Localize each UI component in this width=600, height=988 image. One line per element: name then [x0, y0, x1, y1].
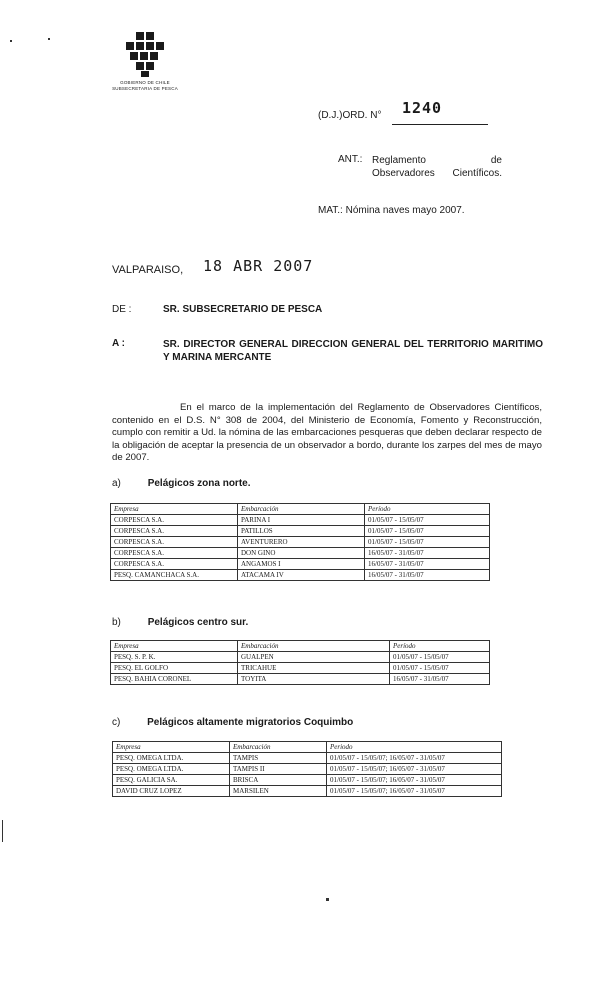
cell-embarcacion: DON GINO [238, 548, 365, 559]
cell-periodo: 01/05/07 - 15/05/07 [365, 515, 490, 526]
scan-speck [2, 820, 3, 842]
header-cell: Periodo [327, 742, 502, 753]
section-c-title: Pelágicos altamente migratorios Coquimbo [147, 717, 354, 728]
cell-empresa: PESQ. OMEGA LTDA. [113, 764, 230, 775]
cell-periodo: 16/05/07 - 31/05/07 [365, 559, 490, 570]
cell-empresa: CORPESCA S.A. [111, 548, 238, 559]
table-row [113, 786, 502, 797]
table-row [111, 652, 490, 663]
de-text: SR. SUBSECRETARIO DE PESCA [163, 304, 323, 315]
cell-empresa: CORPESCA S.A. [111, 526, 238, 537]
cell-embarcacion: PATILLOS [238, 526, 365, 537]
a-label: A : [112, 338, 125, 349]
section-c-table [112, 741, 502, 797]
table-row [111, 548, 490, 559]
cell-empresa: DAVID CRUZ LOPEZ [113, 786, 230, 797]
table-row [111, 674, 490, 685]
header-cell: Período [365, 504, 490, 515]
cell-empresa: PESQ. CAMANCHACA S.A. [111, 570, 238, 581]
table-row [111, 559, 490, 570]
ord-number: 1240 [401, 99, 443, 117]
cell-embarcacion: GUALPEN [238, 652, 390, 663]
cell-embarcacion: TAMPIS [230, 753, 327, 764]
table-row [113, 753, 502, 764]
cell-empresa: PESQ. GALICIA SA. [113, 775, 230, 786]
header-cell: Embarcación [230, 742, 327, 753]
body-paragraph: En el marco de la implementación del Reglamento de Observadores Científicos, contenido en el D.S. N° 308 de 2004, del Ministerio de Economía, Fomento y Reconstrucción, cumplo con remitir a Ud. la nómina de las embarcaciones pesqueras que deben declarar respecto de la obligación de aceptar la presencia de un observador a bordo, durante los zarpes del mes de mayo de 2007. [112, 402, 542, 463]
mat-text: Nómina naves mayo 2007. [345, 205, 465, 216]
ant-label: ANT.: [338, 154, 363, 165]
section-a-title: Pelágicos zona norte. [147, 478, 251, 489]
cell-embarcacion: MARSILEN [230, 786, 327, 797]
logo-caption-line-1: GOBIERNO DE CHILE [120, 80, 170, 85]
table-row [111, 663, 490, 674]
scan-speck [10, 40, 12, 42]
table-header-row [111, 641, 490, 652]
table-row [113, 775, 502, 786]
cell-embarcacion: BRISCA [230, 775, 327, 786]
header-cell: Período [390, 641, 490, 652]
table-row [111, 570, 490, 581]
cell-periodo: 16/05/07 - 31/05/07 [365, 570, 490, 581]
table-row [111, 537, 490, 548]
header-cell: Embarcación [238, 641, 390, 652]
section-b-table [110, 640, 490, 685]
table-header-row [113, 742, 502, 753]
header-cell: Empresa [113, 742, 230, 753]
cell-periodo: 01/05/07 - 15/05/07 [390, 663, 490, 674]
de-label: DE : [112, 304, 132, 315]
cell-periodo: 01/05/07 - 15/05/07 [365, 537, 490, 548]
scan-speck [326, 898, 329, 901]
section-a-table [110, 503, 490, 581]
section-b-heading [112, 617, 248, 628]
logo-caption [100, 80, 190, 92]
cell-empresa: PESQ. OMEGA LTDA. [113, 753, 230, 764]
cell-periodo: 01/05/07 - 15/05/07; 16/05/07 - 31/05/07 [327, 764, 502, 775]
header-cell: Empresa [111, 504, 238, 515]
cell-periodo: 01/05/07 - 15/05/07 [390, 652, 490, 663]
table-row [111, 515, 490, 526]
mat-line [318, 205, 465, 216]
section-c-letter: c) [112, 717, 121, 728]
header-cell: Empresa [111, 641, 238, 652]
a-text: SR. DIRECTOR GENERAL DIRECCION GENERAL DEL TERRITORIO MARITIMO Y MARINA MERCANTE [163, 339, 543, 363]
section-a-heading [112, 478, 251, 489]
ord-label: (D.J.)ORD. N° [318, 110, 382, 121]
cell-empresa: PESQ. BAHIA CORONEL [111, 674, 238, 685]
cell-embarcacion: ANGAMOS I [238, 559, 365, 570]
cell-embarcacion: TOYITA [238, 674, 390, 685]
date-stamp: 18 ABR 2007 [203, 257, 314, 275]
cell-embarcacion: ATACAMA IV [238, 570, 365, 581]
cell-empresa: CORPESCA S.A. [111, 515, 238, 526]
header-cell: Embarcación [238, 504, 365, 515]
government-logo [118, 30, 172, 78]
cell-periodo: 01/05/07 - 15/05/07; 16/05/07 - 31/05/07 [327, 786, 502, 797]
section-b-letter: b) [112, 617, 121, 628]
cell-embarcacion: AVENTURERO [238, 537, 365, 548]
ant-text: Reglamento de Observadores Científicos. [372, 155, 502, 179]
cell-empresa: PESQ. EL GOLFO [111, 663, 238, 674]
cell-periodo: 01/05/07 - 15/05/07 [365, 526, 490, 537]
mat-label: MAT.: [318, 205, 343, 216]
section-c-heading [112, 717, 353, 728]
scan-speck [48, 38, 50, 40]
cell-empresa: PESQ. S. P. K. [111, 652, 238, 663]
cell-empresa: CORPESCA S.A. [111, 559, 238, 570]
ord-underline [392, 124, 488, 125]
logo-caption-line-2: SUBSECRETARIA DE PESCA [112, 86, 178, 91]
cell-periodo: 16/05/07 - 31/05/07 [365, 548, 490, 559]
cell-embarcacion: TRICAHUE [238, 663, 390, 674]
cell-periodo: 01/05/07 - 15/05/07; 16/05/07 - 31/05/07 [327, 753, 502, 764]
table-row [113, 764, 502, 775]
place: VALPARAISO, [112, 264, 184, 276]
cell-embarcacion: PARINA I [238, 515, 365, 526]
section-a-letter: a) [112, 478, 121, 489]
table-row [111, 526, 490, 537]
cell-embarcacion: TAMPIS II [230, 764, 327, 775]
section-b-title: Pelágicos centro sur. [147, 617, 249, 628]
cell-periodo: 01/05/07 - 15/05/07; 16/05/07 - 31/05/07 [327, 775, 502, 786]
cell-empresa: CORPESCA S.A. [111, 537, 238, 548]
cell-periodo: 16/05/07 - 31/05/07 [390, 674, 490, 685]
table-header-row [111, 504, 490, 515]
